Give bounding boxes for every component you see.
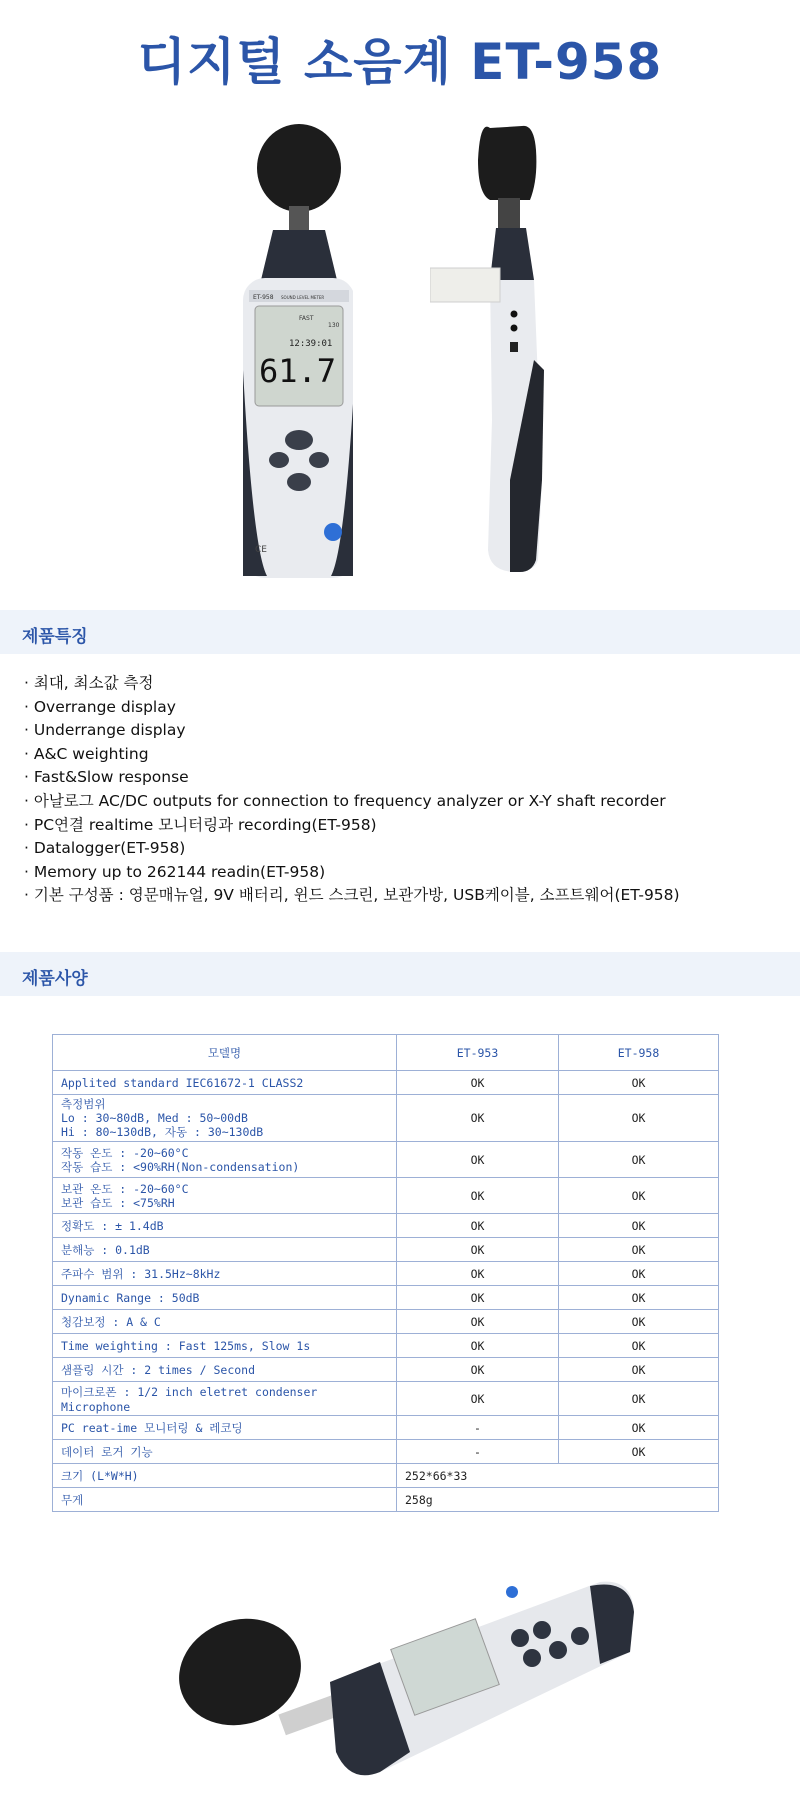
et958-value: OK: [559, 1334, 719, 1358]
page-title: 디지털 소음계 ET-958: [137, 33, 663, 91]
weight-value: 258g: [397, 1488, 719, 1512]
feature-item: · Memory up to 262144 readin(ET-958): [24, 861, 680, 885]
feature-item: · A&C weighting: [24, 743, 680, 767]
et953-value: OK: [397, 1334, 559, 1358]
hero-product-images: [0, 120, 800, 590]
feature-item: · Fast&Slow response: [24, 766, 680, 790]
et953-value: OK: [397, 1382, 559, 1416]
table-row-size: [53, 1464, 719, 1488]
feature-item: · PC연결 realtime 모니터링과 recording(ET-958): [24, 814, 680, 838]
lcd-time: 12:39:01: [289, 339, 333, 349]
spec-table-header-row: [53, 1035, 719, 1071]
et953-value: OK: [397, 1095, 559, 1142]
lcd-mode: FAST: [299, 315, 314, 322]
et958-value: OK: [559, 1286, 719, 1310]
et953-value: OK: [397, 1178, 559, 1214]
et953-value: OK: [397, 1071, 559, 1095]
et958-value: OK: [559, 1358, 719, 1382]
row-label: 작동 온도 : -20~60°C 작동 습도 : <90%RH(Non-condensation): [53, 1142, 397, 1178]
et953-value: -: [397, 1440, 559, 1464]
header-et958: ET-958: [559, 1035, 719, 1071]
table-row: [53, 1310, 719, 1334]
table-row-weight: [53, 1488, 719, 1512]
feature-item: · 아날로그 AC/DC outputs for connection to frequency analyzer or X-Y shaft recorder: [24, 790, 680, 814]
row-label: 데이터 로거 기능: [53, 1440, 397, 1464]
et958-value: OK: [559, 1382, 719, 1416]
features-list: [24, 672, 680, 908]
feature-item: · 최대, 최소값 측정: [24, 672, 680, 696]
table-row: [53, 1262, 719, 1286]
spec-table: [52, 1034, 719, 1512]
row-label: 샘플링 시간 : 2 times / Second: [53, 1358, 397, 1382]
row-label: Applited standard IEC61672-1 CLASS2: [53, 1071, 397, 1095]
spec-heading: 제품사양: [22, 969, 88, 989]
size-value: 252*66*33: [397, 1464, 719, 1488]
row-label: 주파수 범위 : 31.5Hz~8kHz: [53, 1262, 397, 1286]
et958-value: OK: [559, 1310, 719, 1334]
product-angled-image: [0, 1572, 800, 1802]
table-row: [53, 1334, 719, 1358]
et958-value: OK: [559, 1238, 719, 1262]
table-row: [53, 1238, 719, 1262]
spec-heading-bar: [0, 952, 800, 996]
table-row: [53, 1071, 719, 1095]
table-row: [53, 1178, 719, 1214]
feature-item: · Overrange display: [24, 696, 680, 720]
table-row: [53, 1382, 719, 1416]
row-label: Dynamic Range : 50dB: [53, 1286, 397, 1310]
et953-value: OK: [397, 1262, 559, 1286]
et958-value: OK: [559, 1178, 719, 1214]
weight-label: 무게: [53, 1488, 397, 1512]
row-label: Time weighting : Fast 125ms, Slow 1s: [53, 1334, 397, 1358]
features-heading-bar: [0, 610, 800, 654]
header-model: 모델명: [53, 1035, 397, 1071]
et958-value: OK: [559, 1095, 719, 1142]
product-angled-illustration: [160, 1572, 640, 1802]
row-label: 측정범위 Lo : 30~80dB, Med : 50~00dB Hi : 80~130dB, 자동 : 30~130dB: [53, 1095, 397, 1142]
lcd-range: 130: [328, 322, 340, 329]
et958-value: OK: [559, 1440, 719, 1464]
header-et953: ET-953: [397, 1035, 559, 1071]
et953-value: OK: [397, 1286, 559, 1310]
table-row: [53, 1440, 719, 1464]
et953-value: OK: [397, 1358, 559, 1382]
table-row: [53, 1286, 719, 1310]
row-label: 분해능 : 0.1dB: [53, 1238, 397, 1262]
product-side-image: [430, 120, 570, 580]
product-front-image: [233, 120, 353, 580]
table-row: [53, 1142, 719, 1178]
feature-item: · Datalogger(ET-958): [24, 837, 680, 861]
row-label: PC reat-ime 모니터링 & 레코딩: [53, 1416, 397, 1440]
row-label: 보관 온도 : -20~60°C 보관 습도 : <75%RH: [53, 1178, 397, 1214]
et958-value: OK: [559, 1071, 719, 1095]
row-label: 마이크로폰 : 1/2 inch eletret condenser Microphone: [53, 1382, 397, 1416]
et953-value: OK: [397, 1142, 559, 1178]
table-row: [53, 1214, 719, 1238]
svg-text:CE: CE: [255, 545, 267, 555]
row-label: 청감보정 : A & C: [53, 1310, 397, 1334]
feature-item: · Underrange display: [24, 719, 680, 743]
et958-value: OK: [559, 1214, 719, 1238]
et953-value: OK: [397, 1310, 559, 1334]
row-label: 정확도 : ± 1.4dB: [53, 1214, 397, 1238]
table-row: [53, 1358, 719, 1382]
device-model-label: ET-958: [253, 294, 274, 301]
features-heading: 제품특징: [22, 627, 88, 647]
size-label: 크기 (L*W*H): [53, 1464, 397, 1488]
table-row: [53, 1416, 719, 1440]
et958-value: OK: [559, 1142, 719, 1178]
et958-value: OK: [559, 1262, 719, 1286]
et953-value: OK: [397, 1214, 559, 1238]
et958-value: OK: [559, 1416, 719, 1440]
table-row: [53, 1095, 719, 1142]
et953-value: OK: [397, 1238, 559, 1262]
et953-value: -: [397, 1416, 559, 1440]
device-meter-label: SOUND LEVEL METER: [281, 295, 325, 300]
feature-item: · 기본 구성품 : 영문매뉴얼, 9V 배터리, 윈드 스크린, 보관가방, USB케이블, 소프트웨어(ET-958): [24, 884, 680, 908]
lcd-reading: 61.7: [259, 352, 337, 390]
